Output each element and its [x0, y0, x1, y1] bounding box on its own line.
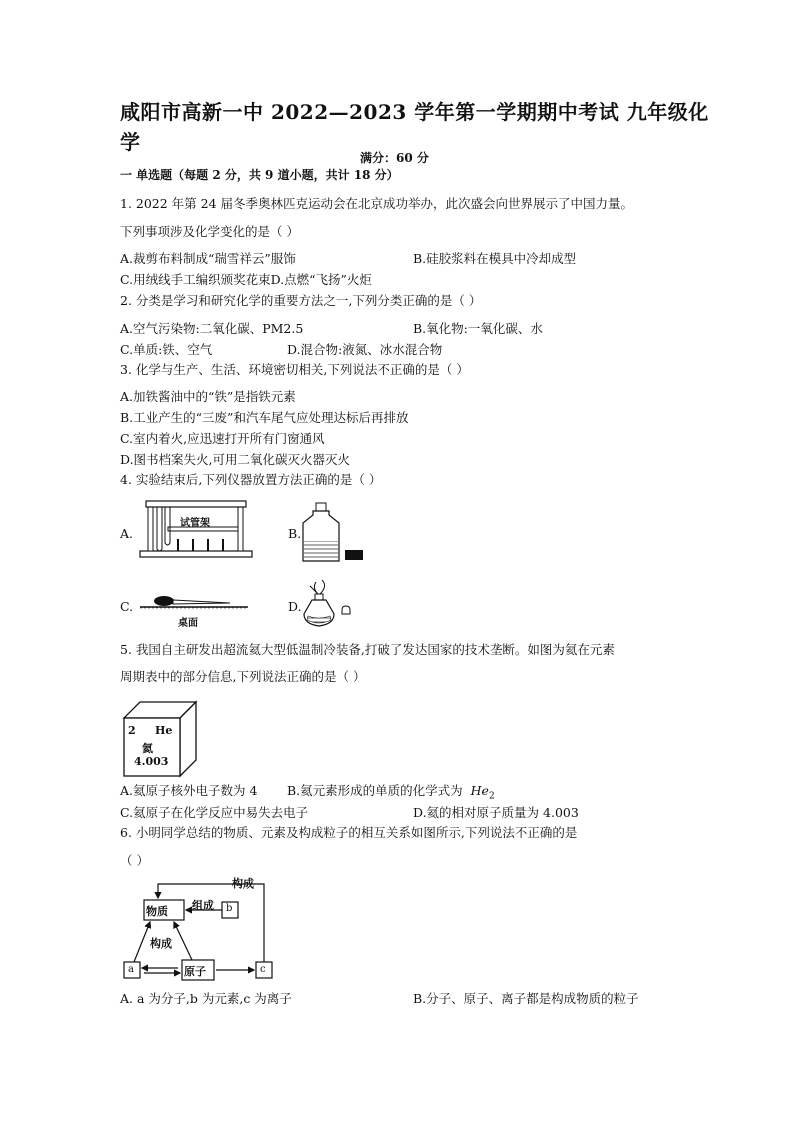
q5-option-b-formula: He	[470, 783, 489, 798]
q5-stem-line1: 5. 我国自主研发出超流氦大型低温制冷装备,打破了发达国家的技术垄断。如图为氦在元素	[120, 642, 615, 657]
q6-option-b: B.分子、原子、离子都是构成物质的粒子	[413, 991, 639, 1006]
q4-label-c: C.	[120, 599, 134, 614]
q2-stem: 2. 分类是学习和研究化学的重要方法之一,下列分类正确的是（ ）	[120, 293, 482, 308]
section-heading: 一 单选题（每题 2 分，共 9 道小题，共计 18 分）	[120, 168, 399, 182]
total-score: 满分：60 分	[360, 151, 429, 165]
q1-option-a: A.裁剪布料制成“瑞雪祥云”服饰	[120, 251, 296, 266]
q3-option-c: C.室内着火,应迅速打开所有门窗通风	[120, 431, 325, 446]
q5-stem-line2: 周期表中的部分信息,下列说法正确的是（ ）	[120, 669, 366, 684]
q1-stem-line1: 1. 2022 年第 24 届冬季奥林匹克运动会在北京成功举办，此次盛会向世界展示了中国力量。	[120, 196, 634, 211]
q1-option-cd: C.用绒线手工编织颁奖花束D.点燃“飞扬”火炬	[120, 272, 372, 287]
q6-stem-line2: （ ）	[120, 853, 149, 868]
q1-stem-line2: 下列事项涉及化学变化的是（ ）	[120, 224, 299, 239]
test-tube-rack-label: 试管架	[180, 518, 210, 529]
q3-option-d: D.图书档案失火,可用二氧化碳灭火器灭火	[120, 452, 351, 467]
atomic-number: 2	[128, 724, 136, 737]
q4-stem: 4. 实验结束后,下列仪器放置方法正确的是（ ）	[120, 472, 382, 487]
desk-label: 桌面	[178, 618, 198, 629]
q4-label-b: B.	[288, 526, 302, 541]
q5-option-b-subscript: 2	[488, 791, 495, 802]
reagent-bottle-figure	[303, 503, 373, 565]
box-atom: 原子	[184, 965, 206, 978]
box-substance: 物质	[146, 905, 168, 918]
q2-option-d: D.混合物:液氮、冰水混合物	[287, 342, 443, 357]
q5-option-a: A.氦原子核外电子数为 4	[120, 783, 258, 798]
helium-element-cube	[120, 700, 200, 780]
box-b: b	[226, 903, 233, 914]
q2-option-b: B.氧化物:一氧化碳、水	[413, 321, 543, 336]
q3-stem: 3. 化学与生产、生活、环境密切相关,下列说法不正确的是（ ）	[120, 362, 469, 377]
box-c: c	[260, 964, 266, 975]
label-consist: 组成	[192, 899, 214, 912]
q5-option-d: D.氦的相对原子质量为 4.003	[413, 805, 579, 820]
q4-label-a: A.	[120, 526, 134, 541]
q3-option-a: A.加铁酱油中的“铁”是指铁元素	[120, 389, 296, 404]
exam-title: 咸阳市高新一中 2022—2023 学年第一学期期中考试 九年级化	[120, 100, 709, 124]
q1-option-b: B.硅胶浆料在模具中冷却成型	[413, 251, 577, 266]
q3-option-b: B.工业产生的“三废”和汽车尾气应处理达标后再排放	[120, 410, 409, 425]
q4-label-d: D.	[288, 599, 302, 614]
alcohol-lamp-figure	[300, 580, 360, 630]
atomic-mass: 4.003	[134, 755, 169, 768]
q2-option-c: C.单质:铁、空气	[120, 342, 213, 357]
element-symbol: He	[155, 724, 173, 737]
dropper-on-desk-figure	[140, 593, 250, 613]
exam-title-continued: 学	[120, 130, 140, 154]
element-name: 氦	[142, 742, 153, 755]
q2-option-a: A.空气污染物:二氧化碳、PM2.5	[120, 321, 304, 336]
q5-option-b	[287, 781, 495, 802]
label-compose-top: 构成	[232, 877, 254, 890]
q6-stem-line1: 6. 小明同学总结的物质、元素及构成粒子的相互关系如图所示,下列说法不正确的是	[120, 825, 578, 840]
q5-option-c: C.氦原子在化学反应中易失去电子	[120, 805, 309, 820]
box-a: a	[128, 964, 134, 975]
q5-option-b-text: B.氦元素形成的单质的化学式为	[287, 783, 463, 798]
q6-option-a: A. a 为分子,b 为元素,c 为离子	[120, 991, 292, 1006]
label-compose-mid: 构成	[150, 937, 172, 950]
